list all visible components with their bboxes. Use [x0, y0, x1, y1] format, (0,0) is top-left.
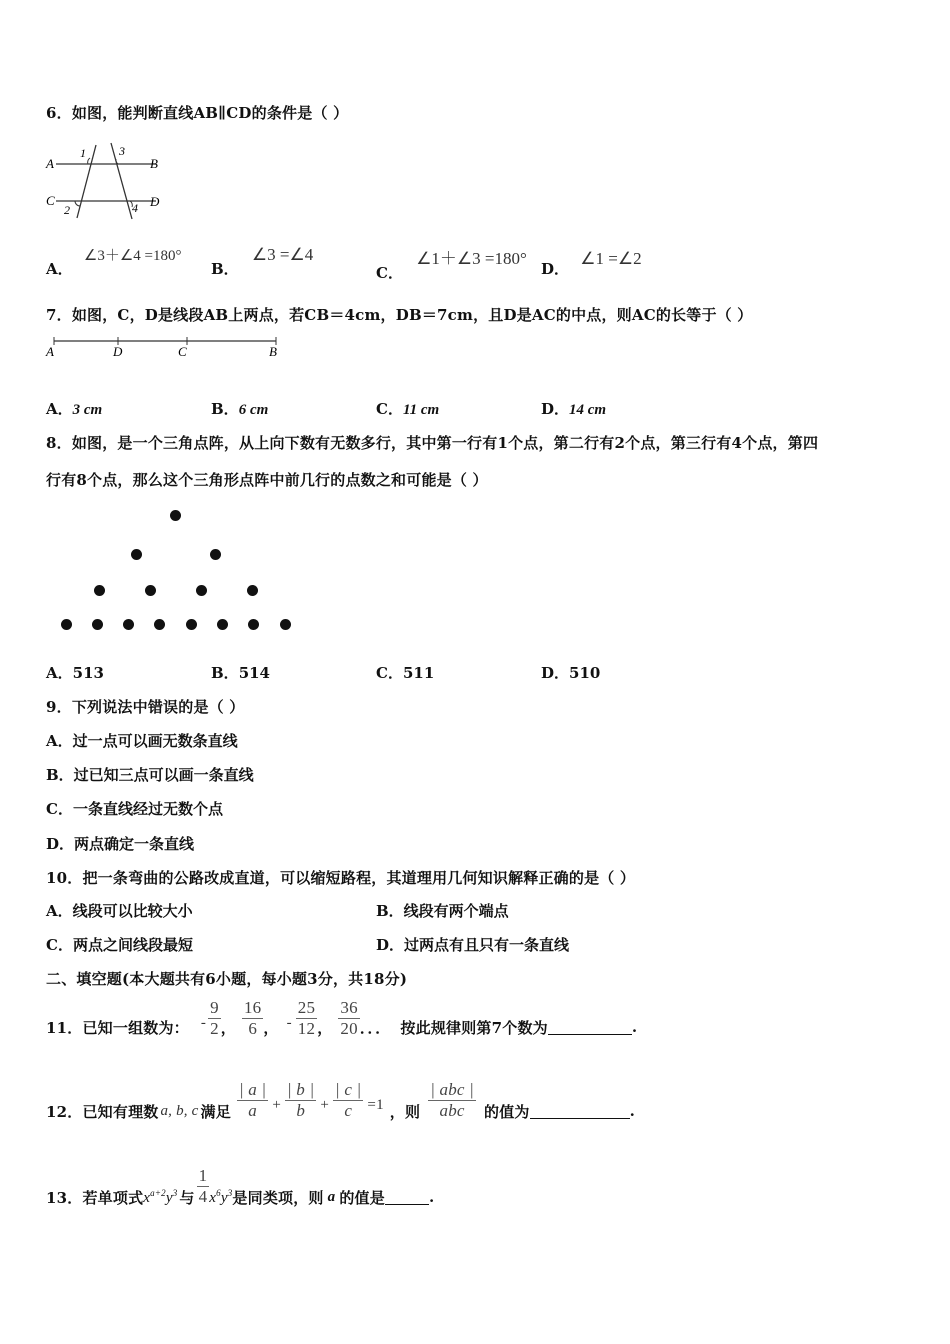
q13-line: 13．若单项式 $x^{a+2}y^3$ 与 $\frac{1}{4}$ $x^6y^3$ 是同类项，则 a 的值是 . — [46, 1165, 435, 1207]
dot — [94, 585, 105, 596]
dot — [196, 585, 207, 596]
q7-figure — [44, 334, 284, 362]
dot — [61, 619, 72, 630]
q8-stem-line2: 行有8个点，那么这个三角形点阵中前几行的点数之和可能是（ ） — [46, 471, 488, 489]
q7-option-d[interactable]: D．14 cm — [541, 400, 607, 418]
q9-stem: 9．下列说法中错误的是（ ） — [46, 698, 245, 716]
q12-line: 12．已知有理数 a, b, c 满足 $\frac{| a |}{a}$ + $\frac{| b |}{b}$ + $\frac{| c |}{c}$ =1 ，则 $\frac{\text{| abc |}}{\text{abc}}$ 的值为 . — [46, 1079, 636, 1121]
dot — [92, 619, 103, 630]
q10-option-c[interactable]: C．两点之间线段最短 — [46, 936, 193, 954]
q7-stem: 7．如图，C，D是线段AB上两点，若CB＝4cm，DB＝7cm，且D是AC的中点，则AC的长等于（ ） — [46, 306, 753, 324]
label-1: 1 — [80, 146, 86, 160]
q7-option-c[interactable]: C．11 cm — [376, 400, 440, 418]
q9-option-a[interactable]: A．过一点可以画无数条直线 — [46, 732, 238, 750]
point-d-label: D — [113, 344, 123, 359]
label-2: 2 — [64, 203, 70, 217]
label-b: B — [150, 156, 158, 171]
q6-option-a[interactable]: A． ∠3＋∠4 =180° — [46, 248, 182, 278]
q6-figure — [44, 140, 174, 222]
dot — [247, 585, 258, 596]
dot — [170, 510, 181, 521]
q8-option-c[interactable]: C．511 — [376, 664, 435, 682]
q13-monomial-2: $x^6y^3$ — [209, 1187, 233, 1206]
q6-option-b[interactable]: B． ∠3 =∠4 — [211, 245, 314, 278]
label-4: 4 — [132, 201, 138, 215]
dot — [131, 549, 142, 560]
label-3: 3 — [119, 144, 125, 158]
dot — [248, 619, 259, 630]
q11-fraction-1: $\frac{9}{2}$ — [210, 997, 219, 1038]
q7-option-b[interactable]: B．6 cm — [211, 400, 269, 418]
label-c: C — [46, 193, 55, 208]
q8-stem-line1: 8．如图，是一个三角点阵，从上向下数有无数多行，其中第一行有1个点，第二行有2个点，第三行有4个点，第四 — [46, 434, 819, 452]
q8-option-a[interactable]: A．513 — [46, 664, 104, 682]
dot — [145, 585, 156, 596]
q6-option-c[interactable]: C． ∠1＋∠3 =180° — [376, 249, 527, 282]
q10-stem: 10．把一条弯曲的公路改成直道，可以缩短路程，其道理用几何知识解释正确的是（ ） — [46, 869, 636, 887]
q11-fraction-4: $\frac{36}{20}$ — [340, 997, 358, 1038]
q12-fraction-abc: $\frac{\text{| abc |}}{\text{abc}}$ — [430, 1079, 474, 1120]
dot — [280, 619, 291, 630]
q11-prefix: 11．已知一组数为： — [46, 1018, 189, 1037]
dot — [217, 619, 228, 630]
section2-title: 二、填空题(本大题共有6小题，每小题3分，共18分) — [46, 970, 408, 988]
label-a: A — [46, 156, 54, 171]
q6-option-d[interactable]: D． ∠1 =∠2 — [541, 249, 642, 278]
q12-fraction-b: $\frac{| b |}{b}$ — [286, 1079, 315, 1120]
point-c-label: C — [178, 344, 187, 359]
q10-option-a[interactable]: A．线段可以比较大小 — [46, 902, 193, 920]
dot — [186, 619, 197, 630]
q13-coefficient: $\frac{1}{4}$ — [198, 1165, 208, 1206]
q11-line: 11．已知一组数为： - $\frac{9}{2}$ ， $\frac{16}{6}$ ， - $\frac{25}{12}$ ， $\frac{36}{20}$ ．．． 按此规律则第7个数为 . — [46, 997, 638, 1038]
q8-option-d[interactable]: D．510 — [541, 664, 601, 682]
q10-option-b[interactable]: B．线段有两个端点 — [376, 902, 509, 920]
q7-option-a[interactable]: A．3 cm — [46, 400, 103, 418]
q11-fraction-3: $\frac{25}{12}$ — [297, 997, 316, 1038]
q10-option-d[interactable]: D．过两点有且只有一条直线 — [376, 936, 570, 954]
point-a-label: A — [46, 344, 54, 359]
point-b-label: B — [269, 344, 277, 359]
q6-stem: 6．如图，能判断直线AB∥CD的条件是（ ） — [46, 104, 349, 122]
dot — [210, 549, 221, 560]
q12-answer-blank[interactable] — [530, 1104, 630, 1119]
q12-fraction-a: $\frac{| a |}{a}$ — [238, 1079, 267, 1120]
q9-option-c[interactable]: C．一条直线经过无数个点 — [46, 800, 223, 818]
q12-fraction-c: $\frac{| c |}{c}$ — [335, 1079, 362, 1120]
dot — [123, 619, 134, 630]
q9-option-d[interactable]: D．两点确定一条直线 — [46, 835, 195, 853]
dot — [154, 619, 165, 630]
q13-monomial-1: $x^{a+2}y^3$ — [143, 1187, 178, 1206]
q8-option-b[interactable]: B．514 — [211, 664, 270, 682]
q13-answer-blank[interactable] — [385, 1190, 429, 1205]
q9-option-b[interactable]: B．过已知三点可以画一条直线 — [46, 766, 254, 784]
q11-answer-blank[interactable] — [548, 1020, 632, 1035]
label-d: D — [150, 194, 160, 209]
q11-fraction-2: $\frac{16}{6}$ — [243, 997, 262, 1038]
